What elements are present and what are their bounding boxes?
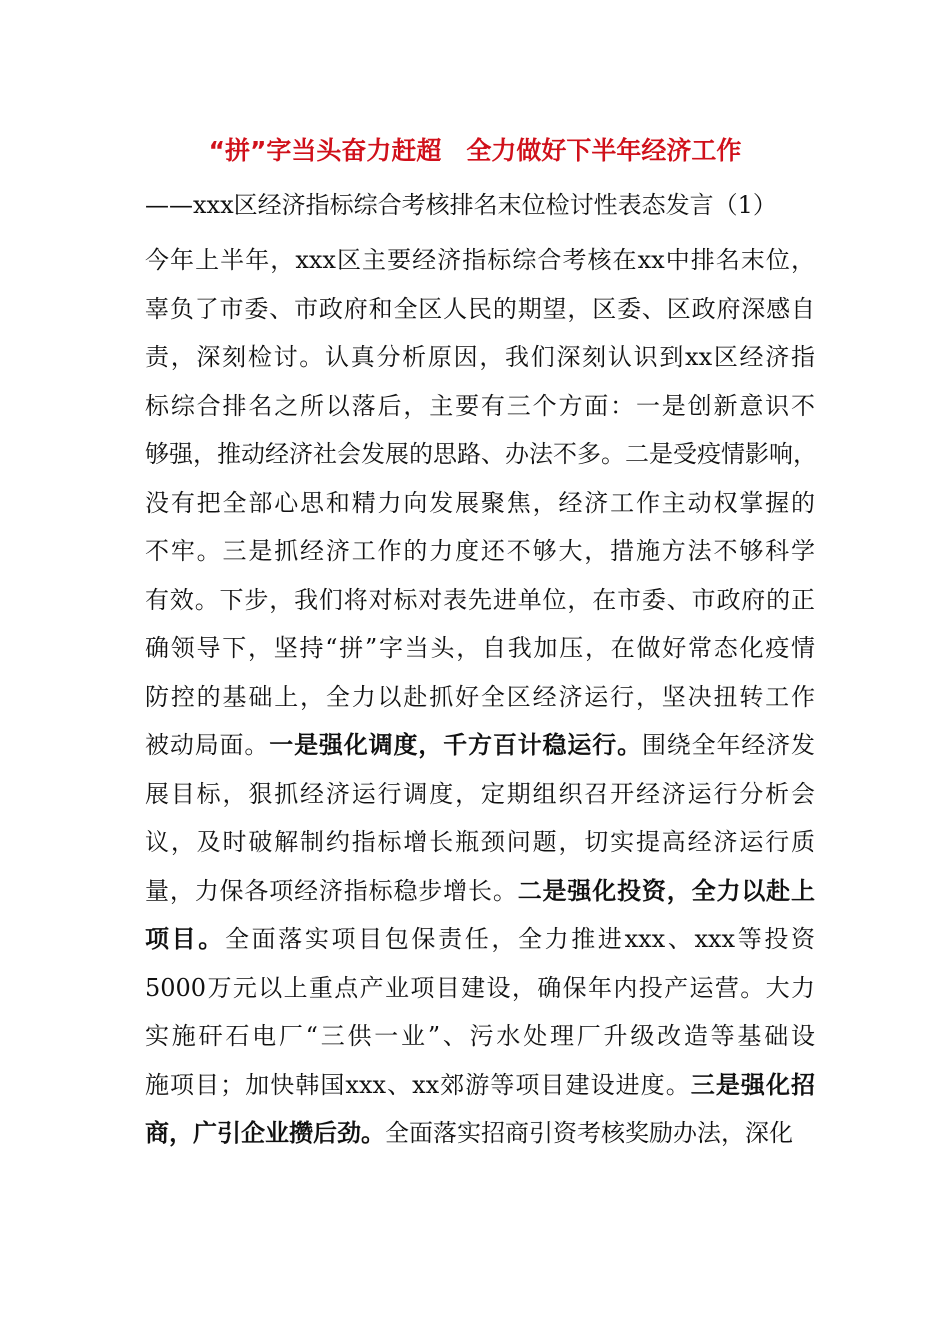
paragraph-line [145, 382, 815, 431]
text-segment: 量，力保各项经济指标稳步增长。 [145, 876, 518, 905]
text-segment: 防控的基础上，全力以赴抓好全区经济运行，坚决扭转工作 [145, 682, 815, 711]
text-segment: 展目标，狠抓经济运行调度，定期组织召开经济运行分析会 [145, 779, 815, 808]
bold-text-segment: 项目。 [145, 925, 225, 953]
paragraph-line [145, 527, 815, 576]
text-segment: 被动局面。 [145, 731, 270, 759]
text-segment: 有效。下步，我们将对标对表先进单位，在市委、市政府的正 [145, 585, 815, 614]
paragraph-line [145, 964, 815, 1013]
paragraph-line [145, 236, 815, 285]
paragraph-line [145, 576, 815, 625]
text-segment: 责，深刻检讨。认真分析原因，我们深刻认识到xx区经济指 [145, 343, 815, 371]
document-subtitle: ——xxx区经济指标综合考核排名末位检讨性表态发言（1） [145, 191, 777, 219]
text-segment: 今年上半年，xxx区主要经济指标综合考核在xx中排名末位， [145, 246, 815, 274]
text-segment: 全面落实招商引资考核奖励办法，深化 [385, 1119, 793, 1147]
paragraph-line [145, 867, 815, 916]
text-segment: 围绕全年经济发 [641, 731, 816, 759]
paragraph-line [145, 479, 815, 528]
paragraph-line [145, 430, 815, 479]
text-segment: 够强，推动经济社会发展的思路、办法不多。二是受疫情影响， [145, 440, 817, 468]
text-segment: 标综合排名之所以落后，主要有三个方面：一是创新意识不 [145, 391, 815, 420]
text-segment: 确领导下，坚持“拼”字当头，自我加压，在做好常态化疫情 [145, 634, 815, 662]
paragraph-line [145, 673, 815, 722]
bold-text-segment: 三是强化招 [690, 1070, 815, 1099]
document-body [145, 236, 815, 1158]
paragraph-line [145, 915, 815, 964]
paragraph-line [145, 770, 815, 819]
text-segment: 辜负了市委、市政府和全区人民的期望，区委、区政府深感自 [145, 294, 815, 323]
bold-text-segment: 一是强化调度，千方百计稳运行。 [269, 731, 642, 759]
paragraph-line [145, 624, 815, 673]
text-segment: 全面落实项目包保责任，全力推进xxx、xxx等投资 [224, 925, 816, 953]
paragraph-line [145, 1012, 815, 1061]
text-segment: 议，及时破解制约指标增长瓶颈问题，切实提高经济运行质 [145, 828, 815, 856]
paragraph-line [145, 721, 815, 770]
text-segment: 施项目；加快韩国xxx、xx郊游等项目建设进度。 [145, 1070, 691, 1099]
bold-text-segment: 二是强化投资，全力以赴上 [517, 876, 816, 905]
paragraph-line [145, 285, 815, 334]
paragraph-line [145, 1061, 815, 1110]
paragraph-line [145, 1109, 815, 1158]
paragraph-line [145, 333, 815, 382]
text-segment: 5000万元以上重点产业项目建设，确保年内投产运营。大力 [145, 973, 815, 1002]
text-segment: 实施矸石电厂“三供一业”、污水处理厂升级改造等基础设 [145, 1022, 815, 1050]
document-title: “拼”字当头奋力赶超 全力做好下半年经济工作 [208, 136, 742, 165]
text-segment: 没有把全部心思和精力向发展聚焦，经济工作主动权掌握的 [145, 488, 815, 517]
bold-text-segment: 商，广引企业攒后劲。 [145, 1119, 385, 1147]
paragraph-line [145, 818, 815, 867]
text-segment: 不牢。三是抓经济工作的力度还不够大，措施方法不够科学 [145, 537, 815, 565]
